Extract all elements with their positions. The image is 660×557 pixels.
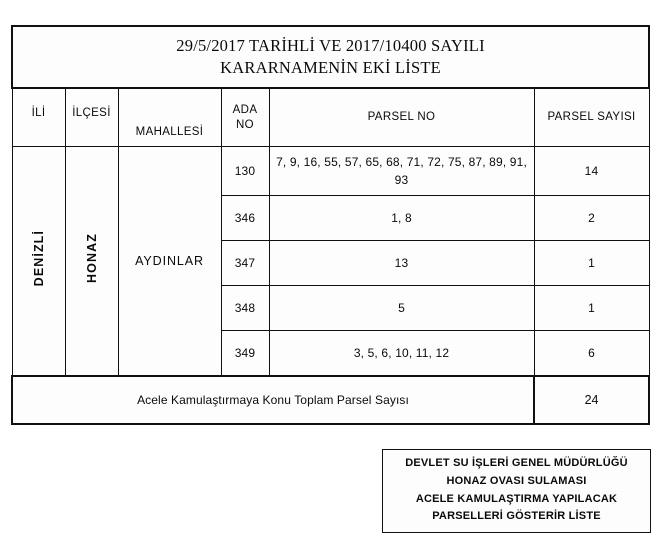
cell-ada-no: 347 — [221, 241, 269, 286]
footer-stamp-box — [382, 449, 651, 533]
total-label: Acele Kamulaştırmaya Konu Toplam Parsel Sayısı — [12, 376, 534, 424]
footer-line-4: PARSELLERİ GÖSTERİR LİSTE — [432, 510, 601, 523]
column-header-ada-no-line-2: NO — [236, 118, 254, 131]
cell-il-denizli — [12, 147, 65, 376]
cell-ilce-label: HONAZ — [84, 233, 99, 284]
cell-parsel-sayisi: 14 — [534, 147, 649, 196]
cell-parsel-sayisi: 1 — [534, 286, 649, 331]
table-title-row — [12, 26, 649, 88]
column-header-parsel-sayisi: PARSEL SAYISI — [534, 88, 649, 147]
table-row — [12, 147, 649, 196]
column-header-mahalle: MAHALLESİ — [118, 88, 221, 147]
cell-ada-no: 130 — [221, 147, 269, 196]
cell-parsel-no: 13 — [269, 241, 534, 286]
table-total-row — [12, 376, 649, 424]
document-title-line-2: KARARNAMENİN EKİ LİSTE — [220, 58, 441, 77]
cell-ilce-honaz — [65, 147, 118, 376]
column-header-ada-no — [221, 88, 269, 147]
cell-parsel-sayisi: 1 — [534, 241, 649, 286]
column-header-ilce: İLÇESİ — [65, 88, 118, 147]
cell-parsel-no: 5 — [269, 286, 534, 331]
cell-ada-no: 349 — [221, 331, 269, 376]
cell-parsel-no: 1, 8 — [269, 196, 534, 241]
column-header-ada-no-line-1: ADA — [232, 104, 258, 117]
cell-ada-no: 348 — [221, 286, 269, 331]
footer-line-2: HONAZ OVASI SULAMASI — [446, 474, 587, 487]
cell-parsel-sayisi: 2 — [534, 196, 649, 241]
column-header-parsel-no: PARSEL NO — [269, 88, 534, 147]
total-value: 24 — [534, 376, 649, 424]
document-title — [12, 26, 649, 88]
column-header-il: İLİ — [12, 88, 65, 147]
cell-parsel-sayisi: 6 — [534, 331, 649, 376]
table-header-row — [12, 88, 649, 147]
footer-line-3: ACELE KAMULAŞTIRMA YAPILACAK — [415, 492, 618, 505]
cell-ada-no: 346 — [221, 196, 269, 241]
cell-parsel-no: 7, 9, 16, 55, 57, 65, 68, 71, 72, 75, 87, 89, 91, 93 — [269, 147, 534, 196]
cell-mahalle-aydinlar: AYDINLAR — [118, 147, 221, 376]
kararname-eki-liste-table — [11, 25, 650, 425]
cell-il-label: DENİZLİ — [31, 230, 46, 287]
cell-parsel-no: 3, 5, 6, 10, 11, 12 — [269, 331, 534, 376]
footer-line-1: DEVLET SU İŞLERİ GENEL MÜDÜRLÜĞÜ — [405, 456, 628, 469]
document-title-line-1: 29/5/2017 TARİHLİ VE 2017/10400 SAYILI — [176, 35, 485, 55]
